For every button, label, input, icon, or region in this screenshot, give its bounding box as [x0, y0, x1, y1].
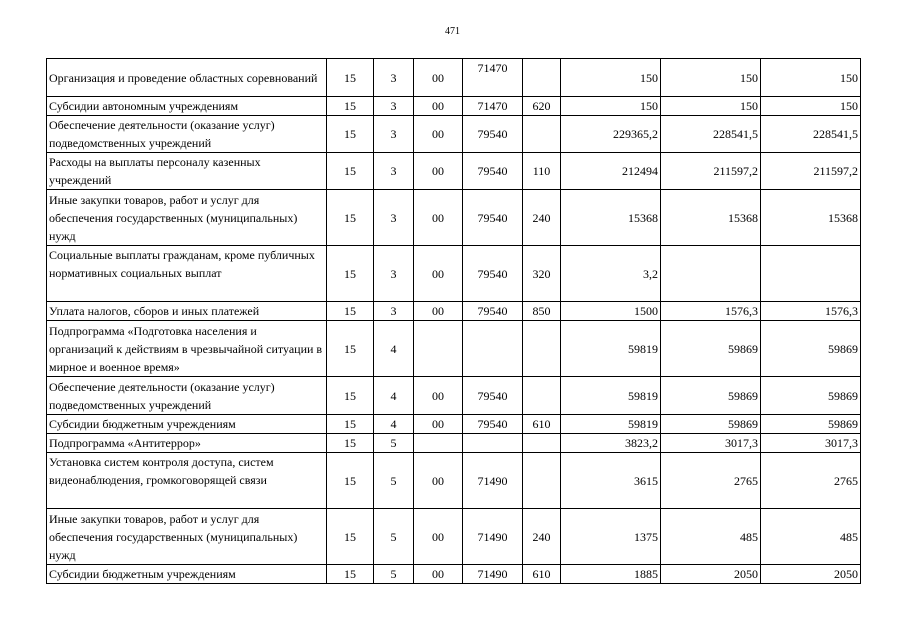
row-name: Социальные выплаты гражданам, кроме публичных нормативных социальных выплат	[47, 246, 327, 302]
row-name: Уплата налогов, сборов и иных платежей	[47, 302, 327, 321]
code-2: 3	[374, 302, 414, 321]
code-1: 15	[327, 509, 374, 565]
value-3	[761, 246, 861, 302]
value-3: 485	[761, 509, 861, 565]
table-row	[47, 415, 861, 434]
row-name: Иные закупки товаров, работ и услуг для обеспечения государственных (муниципальных) нужд	[47, 190, 327, 246]
table-row	[47, 97, 861, 116]
row-name: Подпрограмма «Подготовка населения и организаций к действиям в чрезвычайной ситуации в мирное и военное время»	[47, 321, 327, 377]
code-4: 79540	[463, 153, 523, 190]
value-1: 3615	[561, 453, 661, 509]
value-2: 59869	[661, 377, 761, 415]
table-row	[47, 377, 861, 415]
code-1: 15	[327, 302, 374, 321]
table-row	[47, 321, 861, 377]
code-1: 15	[327, 97, 374, 116]
value-1: 3,2	[561, 246, 661, 302]
code-2: 5	[374, 434, 414, 453]
code-1: 15	[327, 153, 374, 190]
code-1: 15	[327, 377, 374, 415]
code-3: 00	[414, 246, 463, 302]
code-3: 00	[414, 153, 463, 190]
code-4	[463, 434, 523, 453]
code-4: 71490	[463, 453, 523, 509]
code-4: 79540	[463, 302, 523, 321]
value-2: 2050	[661, 565, 761, 584]
code-2: 3	[374, 246, 414, 302]
value-2: 150	[661, 97, 761, 116]
code-5	[523, 453, 561, 509]
row-name: Субсидии бюджетным учреждениям	[47, 415, 327, 434]
code-1: 15	[327, 434, 374, 453]
value-1: 59819	[561, 377, 661, 415]
code-5: 320	[523, 246, 561, 302]
code-5	[523, 434, 561, 453]
code-5	[523, 377, 561, 415]
value-2: 150	[661, 59, 761, 97]
value-3: 59869	[761, 377, 861, 415]
code-2: 3	[374, 190, 414, 246]
code-1: 15	[327, 453, 374, 509]
table-row	[47, 190, 861, 246]
value-1: 150	[561, 97, 661, 116]
table-row	[47, 434, 861, 453]
table-row	[47, 153, 861, 190]
code-3: 00	[414, 302, 463, 321]
code-1: 15	[327, 246, 374, 302]
value-1: 3823,2	[561, 434, 661, 453]
code-2: 3	[374, 59, 414, 97]
code-5: 620	[523, 97, 561, 116]
code-4: 71470	[463, 59, 523, 97]
code-2: 4	[374, 377, 414, 415]
row-name: Установка систем контроля доступа, систем видеонаблюдения, громкоговорящей связи	[47, 453, 327, 509]
code-3: 00	[414, 97, 463, 116]
code-5	[523, 321, 561, 377]
code-5: 110	[523, 153, 561, 190]
value-2: 3017,3	[661, 434, 761, 453]
code-3: 00	[414, 453, 463, 509]
value-1: 1885	[561, 565, 661, 584]
value-1: 1500	[561, 302, 661, 321]
row-name: Подпрограмма «Антитеррор»	[47, 434, 327, 453]
value-2: 59869	[661, 321, 761, 377]
value-1: 212494	[561, 153, 661, 190]
code-3: 00	[414, 415, 463, 434]
code-1: 15	[327, 321, 374, 377]
value-2: 485	[661, 509, 761, 565]
value-3: 2765	[761, 453, 861, 509]
code-5	[523, 116, 561, 153]
table-row	[47, 59, 861, 97]
code-5: 240	[523, 509, 561, 565]
value-3: 150	[761, 97, 861, 116]
value-1: 229365,2	[561, 116, 661, 153]
code-4	[463, 321, 523, 377]
code-4: 79540	[463, 190, 523, 246]
table-row	[47, 116, 861, 153]
code-1: 15	[327, 59, 374, 97]
code-5: 610	[523, 415, 561, 434]
code-2: 5	[374, 453, 414, 509]
value-1: 15368	[561, 190, 661, 246]
code-3: 00	[414, 190, 463, 246]
row-name: Обеспечение деятельности (оказание услуг) подведомственных учреждений	[47, 116, 327, 153]
code-5: 240	[523, 190, 561, 246]
code-4: 79540	[463, 116, 523, 153]
value-2: 59869	[661, 415, 761, 434]
code-1: 15	[327, 116, 374, 153]
code-2: 4	[374, 321, 414, 377]
value-2: 15368	[661, 190, 761, 246]
value-1: 59819	[561, 321, 661, 377]
code-1: 15	[327, 415, 374, 434]
value-2	[661, 246, 761, 302]
value-2: 211597,2	[661, 153, 761, 190]
code-4: 71470	[463, 97, 523, 116]
table-row	[47, 246, 861, 302]
value-3: 150	[761, 59, 861, 97]
value-1: 150	[561, 59, 661, 97]
code-4: 79540	[463, 246, 523, 302]
value-3: 3017,3	[761, 434, 861, 453]
value-1: 59819	[561, 415, 661, 434]
row-name: Организация и проведение областных соревнований	[47, 59, 327, 97]
value-3: 59869	[761, 415, 861, 434]
code-3: 00	[414, 565, 463, 584]
table-row	[47, 565, 861, 584]
page-number: 471	[445, 26, 460, 37]
value-3: 15368	[761, 190, 861, 246]
code-4: 71490	[463, 509, 523, 565]
code-3: 00	[414, 59, 463, 97]
value-2: 2765	[661, 453, 761, 509]
value-3: 211597,2	[761, 153, 861, 190]
table-row	[47, 509, 861, 565]
row-name: Субсидии автономным учреждениям	[47, 97, 327, 116]
code-3: 00	[414, 509, 463, 565]
code-5	[523, 59, 561, 97]
value-3: 2050	[761, 565, 861, 584]
table-row	[47, 453, 861, 509]
code-4: 79540	[463, 377, 523, 415]
code-2: 3	[374, 116, 414, 153]
value-1: 1375	[561, 509, 661, 565]
code-2: 5	[374, 509, 414, 565]
code-3	[414, 321, 463, 377]
value-2: 1576,3	[661, 302, 761, 321]
row-name: Расходы на выплаты персоналу казенных учреждений	[47, 153, 327, 190]
row-name: Иные закупки товаров, работ и услуг для обеспечения государственных (муниципальных) нужд	[47, 509, 327, 565]
value-3: 228541,5	[761, 116, 861, 153]
value-2: 228541,5	[661, 116, 761, 153]
code-3	[414, 434, 463, 453]
row-name: Обеспечение деятельности (оказание услуг) подведомственных учреждений	[47, 377, 327, 415]
code-5: 850	[523, 302, 561, 321]
value-3: 1576,3	[761, 302, 861, 321]
code-1: 15	[327, 565, 374, 584]
code-2: 3	[374, 97, 414, 116]
code-5: 610	[523, 565, 561, 584]
code-2: 5	[374, 565, 414, 584]
code-3: 00	[414, 377, 463, 415]
code-3: 00	[414, 116, 463, 153]
budget-table	[46, 58, 861, 584]
code-2: 4	[374, 415, 414, 434]
code-1: 15	[327, 190, 374, 246]
code-2: 3	[374, 153, 414, 190]
value-3: 59869	[761, 321, 861, 377]
row-name: Субсидии бюджетным учреждениям	[47, 565, 327, 584]
table-row	[47, 302, 861, 321]
code-4: 79540	[463, 415, 523, 434]
code-4: 71490	[463, 565, 523, 584]
